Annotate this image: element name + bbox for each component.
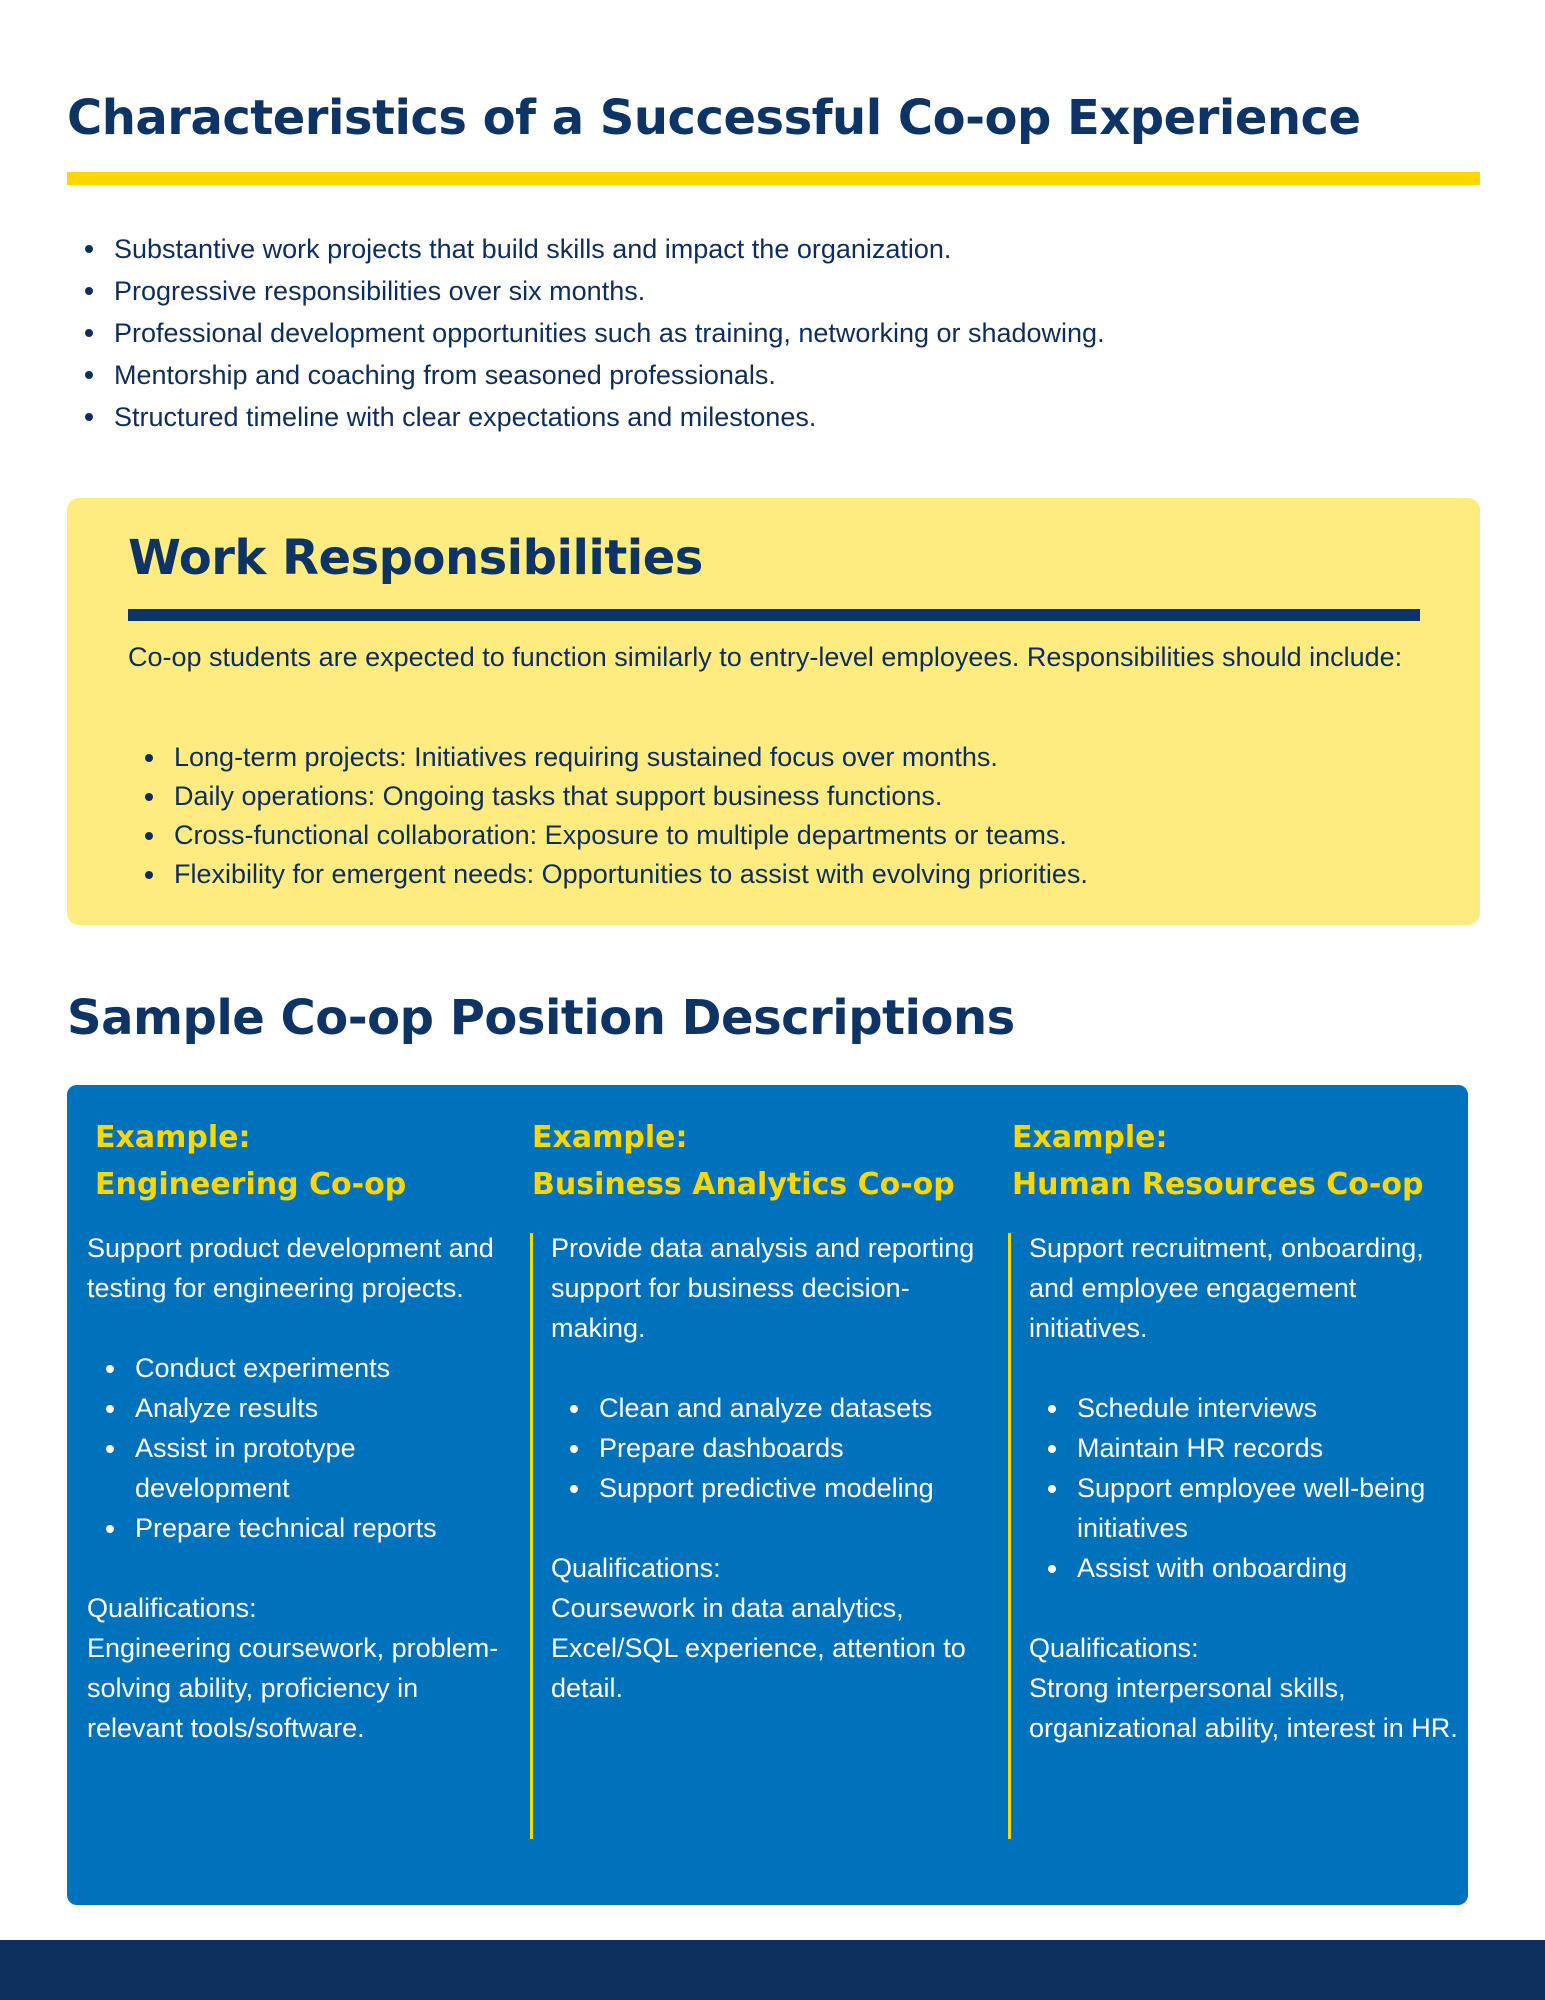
sample-positions-heading: Sample Co-op Position Descriptions (67, 990, 1015, 1046)
qualifications-text: Coursework in data analytics, Excel/SQL experience, attention to detail. (551, 1593, 966, 1703)
work-responsibilities-panel (67, 498, 1480, 925)
list-item: Long-term projects: Initiatives requiring sustained focus over months. (174, 738, 1474, 777)
column-divider (530, 1233, 533, 1839)
position-summary: Support recruitment, onboarding, and employee engagement initiatives. (1029, 1233, 1424, 1343)
example-label: Example: (1012, 1120, 1168, 1155)
list-item: Progressive responsibilities over six months. (114, 270, 1514, 312)
position-title-human-resources: Human Resources Co-op (1012, 1167, 1424, 1202)
list-item: Daily operations: Ongoing tasks that support business functions. (174, 777, 1474, 816)
qualifications-text: Strong interpersonal skills, organizational ability, interest in HR. (1029, 1673, 1458, 1743)
position-summary: Provide data analysis and reporting support for business decision-making. (551, 1233, 975, 1343)
list-item: Support predictive modeling (599, 1468, 991, 1508)
example-label: Example: (95, 1120, 251, 1155)
list-item: Clean and analyze datasets (599, 1388, 991, 1428)
example-label: Example: (532, 1120, 688, 1155)
list-item: Support employee well-being initiatives (1077, 1468, 1459, 1548)
position-task-list (551, 1388, 991, 1508)
work-responsibilities-heading: Work Responsibilities (128, 530, 703, 586)
characteristics-list (67, 228, 1514, 438)
page-title: Characteristics of a Successful Co-op Experience (67, 90, 1361, 146)
qualifications-label: Qualifications: (87, 1593, 257, 1623)
position-body-human-resources (1029, 1228, 1459, 1748)
list-item: Cross-functional collaboration: Exposure to multiple departments or teams. (174, 816, 1474, 855)
list-item: Schedule interviews (1077, 1388, 1459, 1428)
title-underline (67, 172, 1480, 185)
position-body-engineering (87, 1228, 517, 1748)
position-task-list (87, 1348, 517, 1548)
qualifications-label: Qualifications: (551, 1553, 721, 1583)
position-summary: Support product development and testing for engineering projects. (87, 1233, 494, 1303)
list-item: Maintain HR records (1077, 1428, 1459, 1468)
work-responsibilities-list (128, 738, 1474, 894)
footer-bar (0, 1940, 1545, 2000)
position-title-business-analytics: Business Analytics Co-op (532, 1167, 955, 1202)
list-item: Assist in prototype development (135, 1428, 517, 1508)
list-item: Prepare technical reports (135, 1508, 517, 1548)
qualifications-label: Qualifications: (1029, 1633, 1199, 1663)
column-divider (1008, 1233, 1011, 1839)
list-item: Assist with onboarding (1077, 1548, 1459, 1588)
list-item: Prepare dashboards (599, 1428, 991, 1468)
list-item: Professional development opportunities such as training, networking or shadowing. (114, 312, 1514, 354)
qualifications-text: Engineering coursework, problem-solving ability, proficiency in relevant tools/software. (87, 1633, 499, 1743)
list-item: Structured timeline with clear expectations and milestones. (114, 396, 1514, 438)
position-body-business-analytics (551, 1228, 991, 1708)
position-title-engineering: Engineering Co-op (95, 1167, 407, 1202)
position-task-list (1029, 1388, 1459, 1588)
list-item: Analyze results (135, 1388, 517, 1428)
list-item: Substantive work projects that build skills and impact the organization. (114, 228, 1514, 270)
work-intro: Co-op students are expected to function similarly to entry-level employees. Responsibilities should include: (128, 642, 1403, 672)
list-item: Mentorship and coaching from seasoned professionals. (114, 354, 1514, 396)
list-item: Flexibility for emergent needs: Opportunities to assist with evolving priorities. (174, 855, 1474, 894)
work-underline (128, 609, 1420, 621)
list-item: Conduct experiments (135, 1348, 517, 1388)
